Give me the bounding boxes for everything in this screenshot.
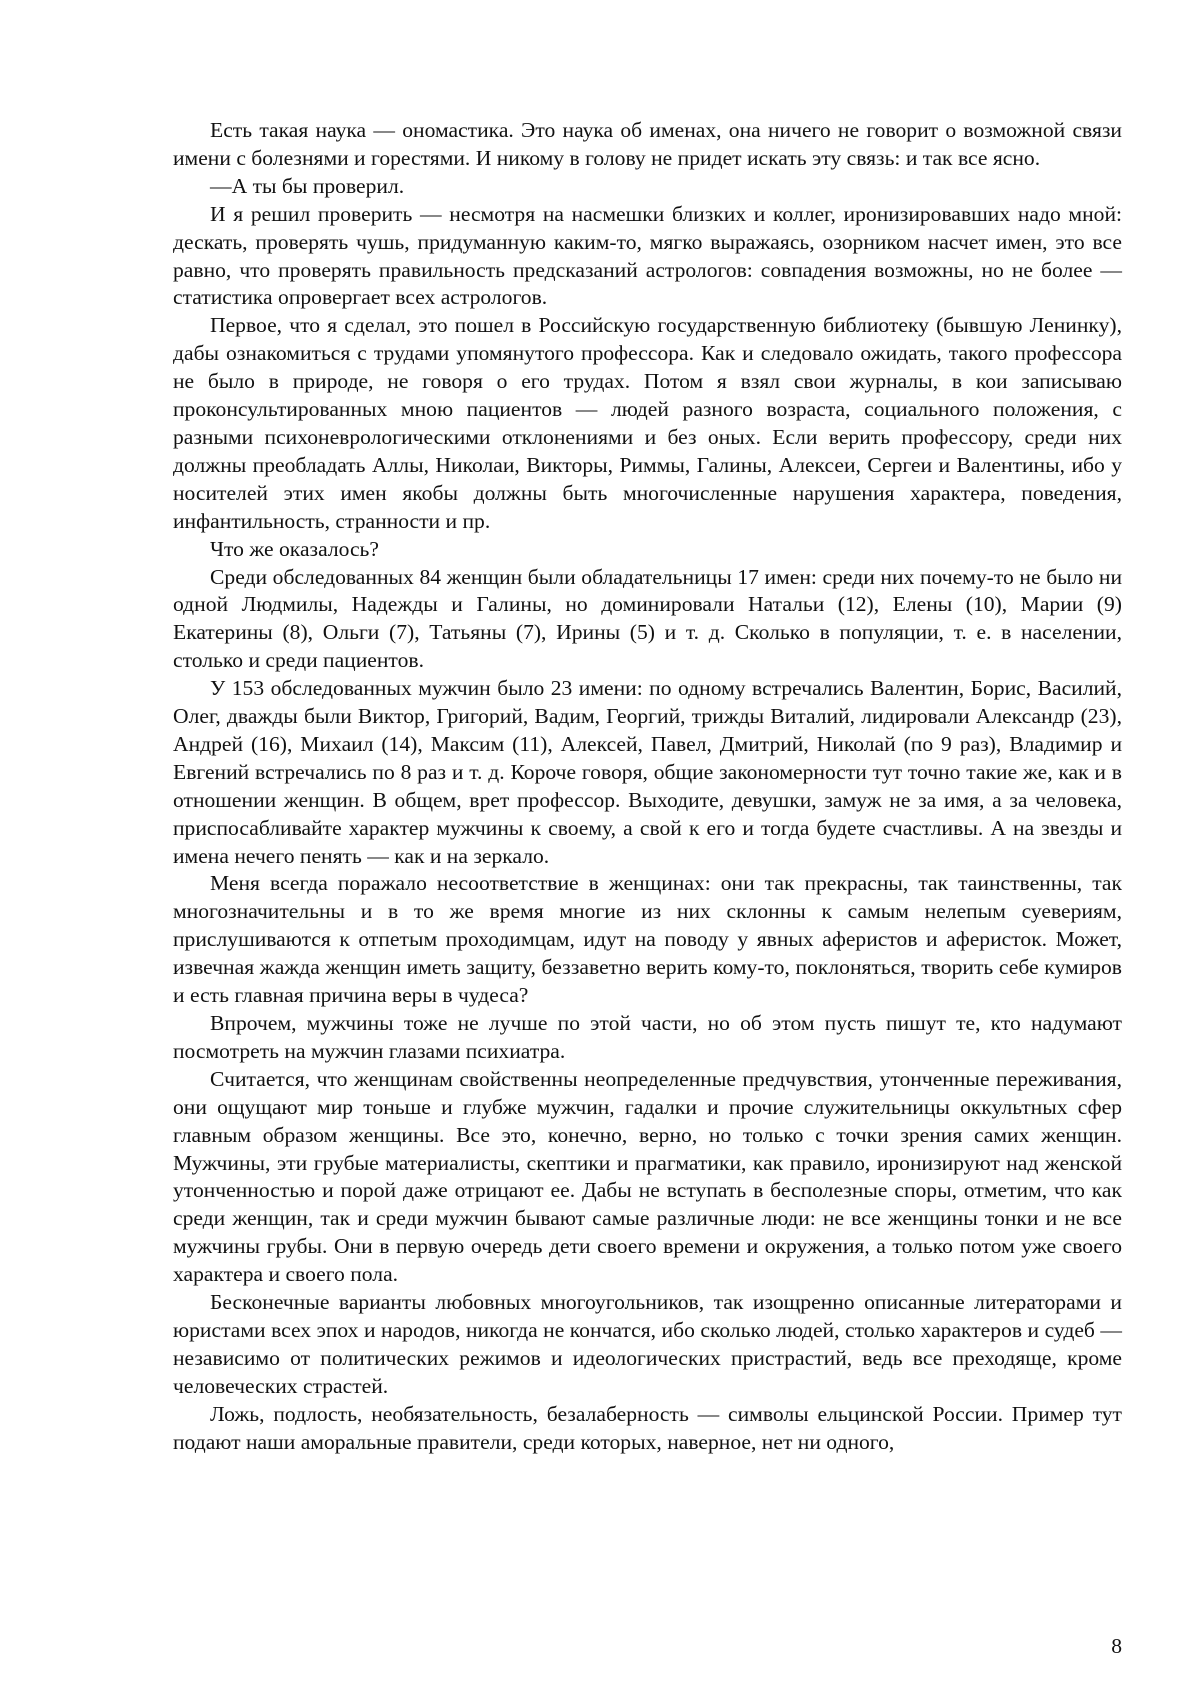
paragraph: Есть такая наука — ономастика. Это наука об именах, она ничего не говорит о возможной связи имени с болезнями и горестями. И никому в голову не придет искать эту связь: и так все ясно. bbox=[173, 118, 1122, 170]
paragraph: Считается, что женщинам свойственны неопределенные предчувствия, утонченные переживания, они ощущают мир тоньше и глубже мужчин, гадалки и прочие служительницы оккультных сфер главным образом женщины. Все это, конечно, верно, но только с точки зрения самих женщин. Мужчины, эти грубые материалисты, скептики и прагматики, как правило, иронизируют над женской утонченностью и порой даже отрицают ее. Дабы не вступать в бесполезные споры, отметим, что как среди женщин, так и среди мужчин бывают самые различные люди: не все женщины тонки и не все мужчины грубы. Они в первую очередь дети своего времени и окружения, а только потом уже своего характера и своего пола. bbox=[173, 1066, 1122, 1287]
paragraph: Что же оказалось? bbox=[210, 536, 379, 561]
page-number: 8 bbox=[1111, 1634, 1122, 1658]
paragraph: —А ты бы проверил. bbox=[210, 173, 405, 198]
paragraph: Ложь, подлость, необязательность, безалаберность — символы ельцинской России. Пример тут подают наши аморальные правители, среди которых, наверное, нет ни одного, bbox=[173, 1401, 1122, 1454]
paragraph: Бесконечные варианты любовных многоугольников, так изощренно описанные литераторами и юристами всех эпох и народов, никогда не кончатся, ибо сколько людей, столько характеров и судеб — независимо от политических режимов и идеологических пристрастий, ведь все преходяще, кроме человеческих страстей. bbox=[173, 1290, 1122, 1398]
paragraph: У 153 обследованных мужчин было 23 имени: по одному встречались Валентин, Борис, Василий, Олег, дважды были Виктор, Григорий, Вадим, Георгий, трижды Виталий, лидировали Александр (23), Андрей (16), Михаил (14), Максим (11), Алексей, Павел, Дмитрий, Николай (по 9 раз), Владимир и Евгений встречались по 8 раз и т. д. Короче говоря, общие закономерности тут точно такие же, как и в отношении женщин. В общем, врет профессор. Выходите, девушки, замуж не за имя, а за человека, приспосабливайте характер мужчины к своему, а свой к его и тогда будете счастливы. А на звезды и имена нечего пенять — как и на зеркало. bbox=[173, 676, 1122, 868]
paragraph: И я решил проверить — несмотря на насмешки близких и коллег, иронизировавших надо мной: дескать, проверять чушь, придуманную каким-то, мягко выражаясь, озорником насчет имен, это все равно, что проверять правильность предсказаний астрологов: совпадения возможны, но не более — статистика опровергает всех астрологов. bbox=[173, 201, 1122, 310]
paragraph: Среди обследованных 84 женщин были обладательницы 17 имен: среди них почему-то не было ни одной Людмилы, Надежды и Галины, но доминировали Натальи (12), Елены (10), Марии (9) Екатерины (8), Ольги (7), Татьяны (7), Ирины (5) и т. д. Сколько в популяции, т. е. в населении, столько и среди пациентов. bbox=[173, 564, 1122, 673]
paragraph: Меня всегда поражало несоответствие в женщинах: они так прекрасны, так таинственны, так многозначительны и в то же время многие из них склонны к самым нелепым суевериям, прислушиваются к отпетым проходимцам, идут на поводу у явных аферистов и аферисток. Может, извечная жажда женщин иметь защиту, беззаветно верить кому-то, поклоняться, творить себе кумиров и есть главная причина веры в чудеса? bbox=[173, 871, 1122, 1008]
paragraph: Впрочем, мужчины тоже не лучше по этой части, но об этом пусть пишут те, кто надумают посмотреть на мужчин глазами психиатра. bbox=[173, 1011, 1122, 1063]
body-text bbox=[173, 117, 1122, 1457]
paragraph: Первое, что я сделал, это пошел в Российскую государственную библиотеку (бывшую Ленинку), дабы ознакомиться с трудами упомянутого профессора. Как и следовало ожидать, такого профессора не было в природе, не говоря о его трудах. Потом я взял свои журналы, в кои записываю проконсультированных мною пациентов — людей разного возраста, социального положения, с разными психоневрологическими отклонениями и без оных. Если верить профессору, среди них должны преобладать Аллы, Николаи, Викторы, Риммы, Галины, Алексеи, Сергеи и Валентины, ибо у носителей этих имен якобы должны быть многочисленные нарушения характера, поведения, инфантильность, странности и пр. bbox=[173, 313, 1122, 533]
